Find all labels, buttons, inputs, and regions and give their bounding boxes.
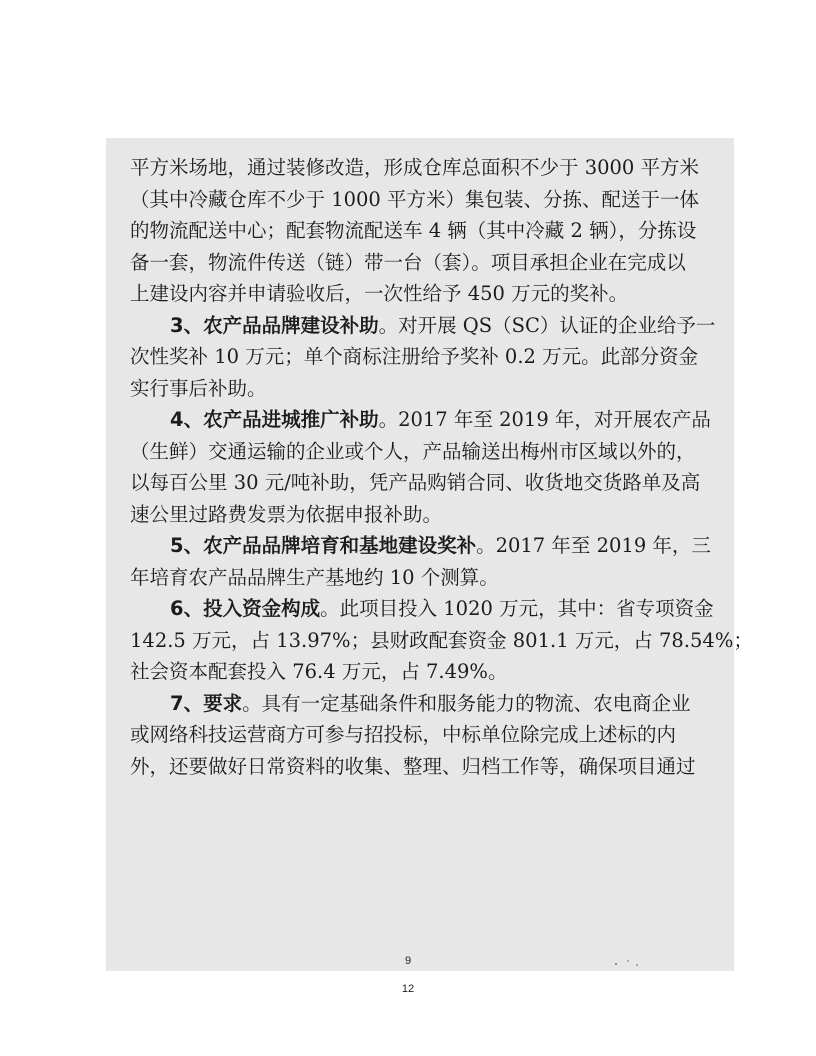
body-line: （生鲜）交通运输的企业或个人，产品输送出梅州市区域以外的， [130, 439, 696, 463]
body-line: 以每百公里 30 元/吨补助，凭产品购销合同、收货地交货路单及高 [130, 471, 701, 494]
section-3-first-line [130, 310, 716, 342]
body-line: 平方米场地，通过装修改造，形成仓库总面积不少于 3000 平方米 [130, 156, 700, 179]
body-line: 或网络科技运营商方可参与招投标，中标单位除完成上述标的内 [130, 723, 677, 746]
section-6-first-line [130, 593, 712, 625]
body-line: 外，还要做好日常资料的收集、整理、归档工作等，确保项目通过 [130, 754, 696, 778]
body-line: （其中冷藏仓库不少于 1000 平方米）集包装、分拣、配送于一体 [130, 187, 700, 211]
body-line: 实行事后补助。 [130, 376, 267, 400]
section-3-heading: 3、农产品品牌建设补助 [170, 313, 379, 337]
section-3-text: 。对开展 QS（SC）认证的企业给予一 [378, 313, 716, 337]
body-line: 社会资本配套投入 76.4 万元，占 7.49%。 [130, 660, 508, 683]
section-5-first-line [130, 530, 712, 562]
body-line: 年培育农产品品牌生产基地约 10 个测算。 [130, 565, 499, 589]
body-line: 次性奖补 10 万元；单个商标注册给予奖补 0.2 万元。此部分资金 [130, 345, 699, 368]
section-7-first-line [130, 688, 712, 720]
body-line: 的物流配送中心；配套物流配送车 4 辆（其中冷藏 2 辆），分拣设 [130, 219, 697, 242]
section-7-text: 。具有一定基础条件和服务能力的物流、农电商企业 [242, 691, 691, 715]
section-4-heading: 4、农产品进城推广补助 [170, 408, 379, 431]
section-4-text: 。2017 年至 2019 年，对开展农产品 [378, 408, 711, 431]
section-7-heading: 7、要求 [170, 691, 243, 715]
section-5-text: 。2017 年至 2019 年，三 [476, 534, 711, 557]
section-4-first-line [130, 404, 712, 436]
scan-page-number: 9 [404, 955, 412, 967]
pdf-page-number: 12 [401, 983, 415, 995]
section-6-text: 。此项目投入 1020 万元，其中：省专项资金 [320, 597, 714, 620]
body-line: 上建设内容并申请验收后，一次性给予 450 万元的奖补。 [130, 282, 629, 305]
body-line: 速公里过路费发票为依据申报补助。 [130, 502, 443, 526]
body-line: 备一套，物流件传送（链）带一台（套）。项目承担企业在完成以 [130, 250, 686, 274]
section-5-heading: 5、农产品品牌培育和基地建设奖补 [170, 534, 477, 557]
document-body [130, 152, 753, 782]
body-line: 142.5 万元，占 13.97%；县财政配套资金 801.1 万元，占 78.54%； [130, 628, 753, 652]
section-6-heading: 6、投入资金构成 [170, 597, 321, 620]
